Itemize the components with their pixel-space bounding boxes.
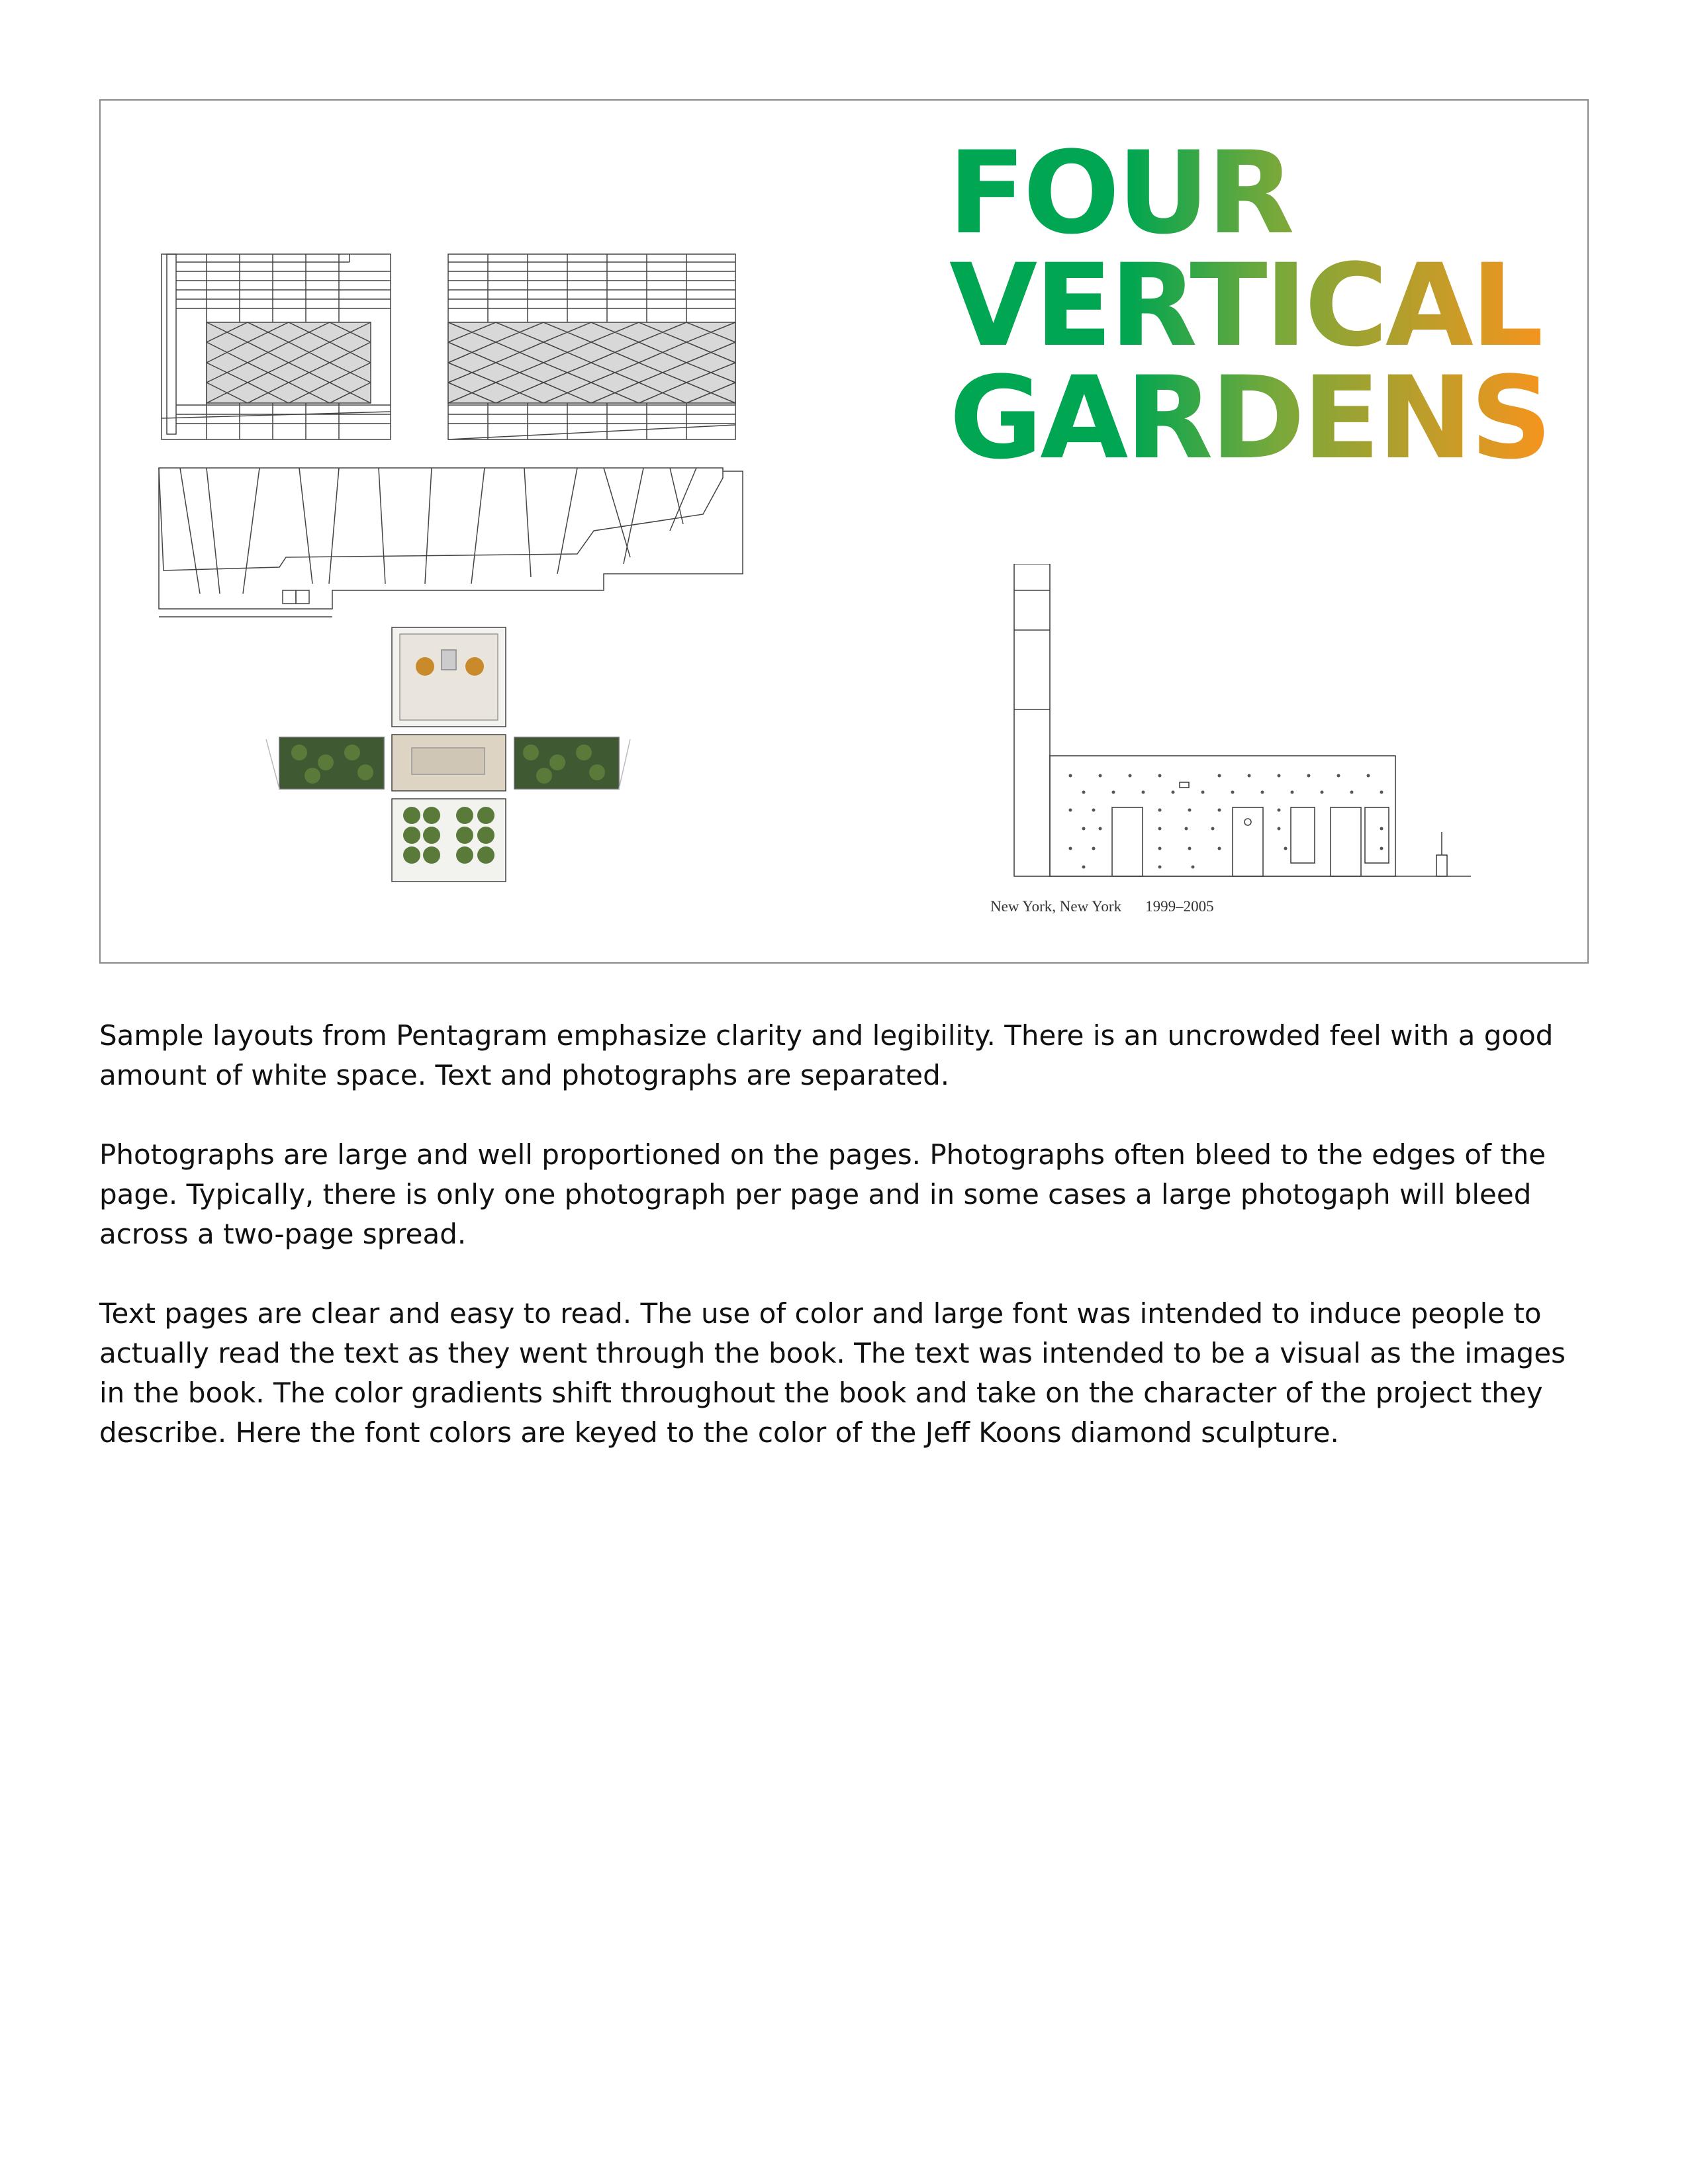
book-spread <box>99 99 1589 964</box>
architectural-drawings <box>101 101 895 965</box>
building-elevation <box>994 564 1577 882</box>
paragraph-2: Photographs are large and well proportioned on the pages. Photographs often bleed to the edges of the page. Typically, there is only one photograph per page and in some cases a large photogaph will bleed across a two-page spread. <box>99 1138 1546 1250</box>
long-elevation <box>159 468 743 617</box>
caption-years: 1999–2005 <box>1145 898 1214 915</box>
caption-location: New York, New York <box>990 898 1122 915</box>
paragraph-1: Sample layouts from Pentagram emphasize clarity and legibility. There is an uncrowded feel with a good amount of white space. Text and photographs are separated. <box>99 1019 1554 1091</box>
paragraph-3: Text pages are clear and easy to read. The use of color and large font was intended to induce people to actually read the text as they went through the book. The text was intended to be a visual as the images in the book. The color gradients shift throughout the book and take on the character of the project they describe. Here the font colors are keyed to the color of the Jeff Koons diamond sculpture. <box>99 1297 1566 1449</box>
project-caption <box>990 898 1214 915</box>
title-line-1: FOUR <box>948 126 1292 259</box>
title-line-2: VERTICAL <box>949 239 1541 372</box>
book-title <box>948 126 1550 484</box>
title-line-3: GARDENS <box>949 351 1550 484</box>
body-text <box>99 1016 1595 1492</box>
wall-elevation-right <box>448 254 735 439</box>
wall-elevation-left <box>162 254 391 439</box>
garden-plan <box>266 627 630 882</box>
